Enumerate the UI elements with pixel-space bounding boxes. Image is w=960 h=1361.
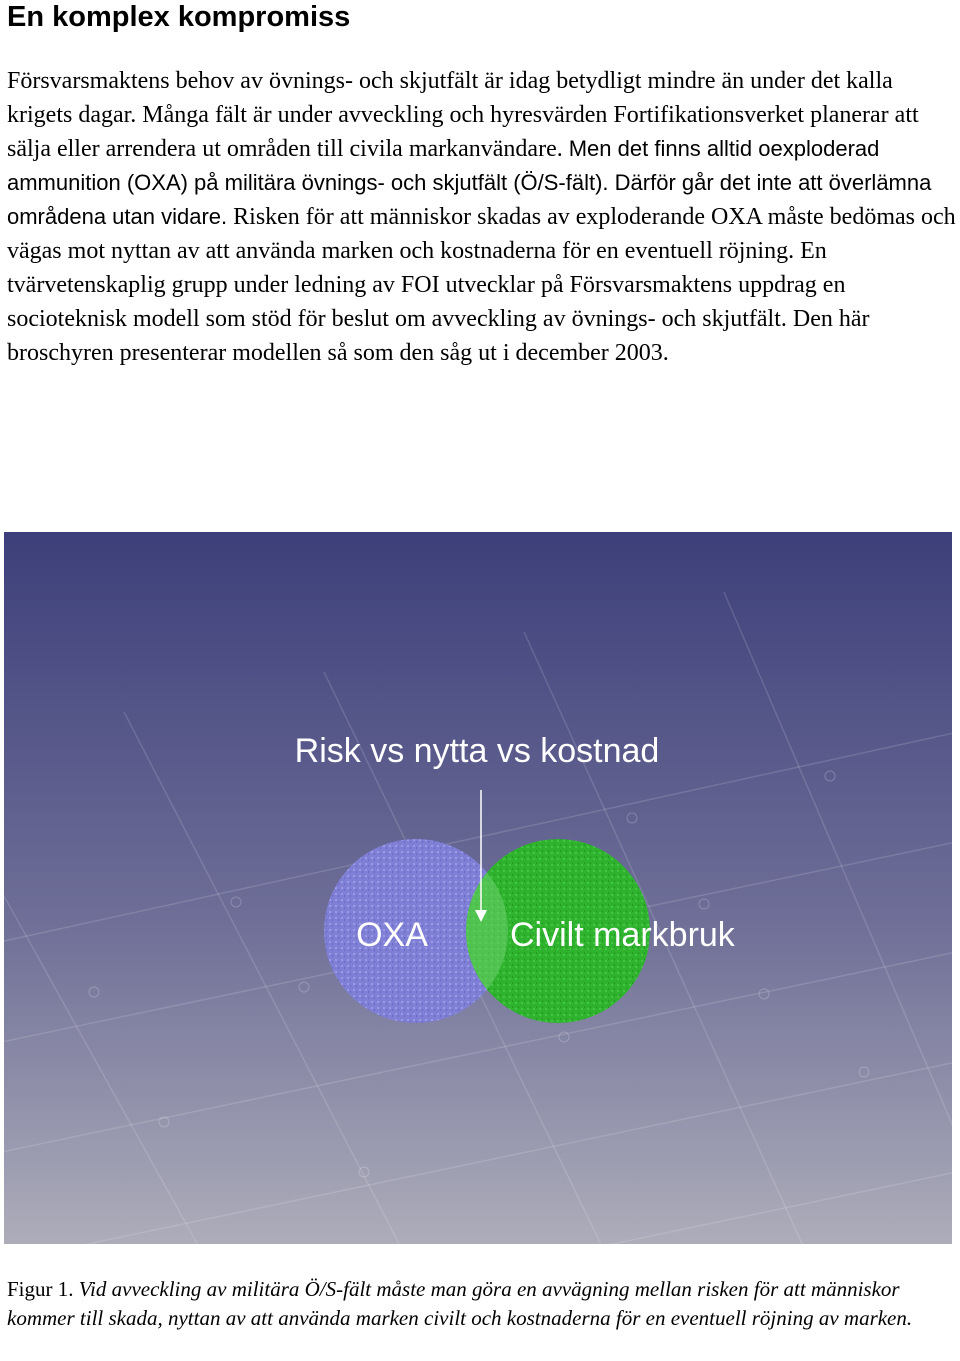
caption-text: Vid avveckling av militära Ö/S-fält måste man göra en avvägning mellan risken för att människor kommer till skada, nyttan av att använda marken civilt och kostnaderna för en eventuell röjning av marken.	[7, 1277, 913, 1330]
civilt-markbruk-label: Civilt markbruk	[510, 916, 735, 954]
oxa-label: OXA	[356, 916, 428, 954]
caption-lead: Figur 1.	[7, 1277, 79, 1301]
intro-paragraph	[7, 64, 957, 370]
page-heading: En komplex kompromiss	[7, 1, 351, 33]
paragraph-part-2: Men det finns alltid oexploderad ammunition (OXA) på militära övnings- och skjutfält (Ö/S-fält). Därför går det inte att överlämna områdena utan vidare.	[7, 136, 932, 229]
paragraph-part-3: Risken för att människor skadas av exploderande OXA måste bedömas och vägas mot nyttan av att använda marken och kostnaderna för en eventuell röjning. En tvärvetenskaplig grupp under ledning av FOI utvecklar på Försvarsmaktens uppdrag en socioteknisk modell som stöd för beslut om avveckling av övnings- och skjutfält. Den här broschyren presenterar modellen så som den såg ut i december 2003.	[7, 204, 956, 366]
figure-caption	[7, 1275, 957, 1333]
figure-risk-diagram	[4, 532, 952, 1244]
figure-title: Risk vs nytta vs kostnad	[294, 732, 660, 770]
paragraph-part-1: Försvarsmaktens behov av övnings- och skjutfält är idag betydligt mindre än under det kalla krigets dagar. Många fält är under avveckling och hyresvärden Fortifikationsverket planerar att sälja eller arrendera ut områden till civila markanvändare.	[7, 68, 919, 162]
